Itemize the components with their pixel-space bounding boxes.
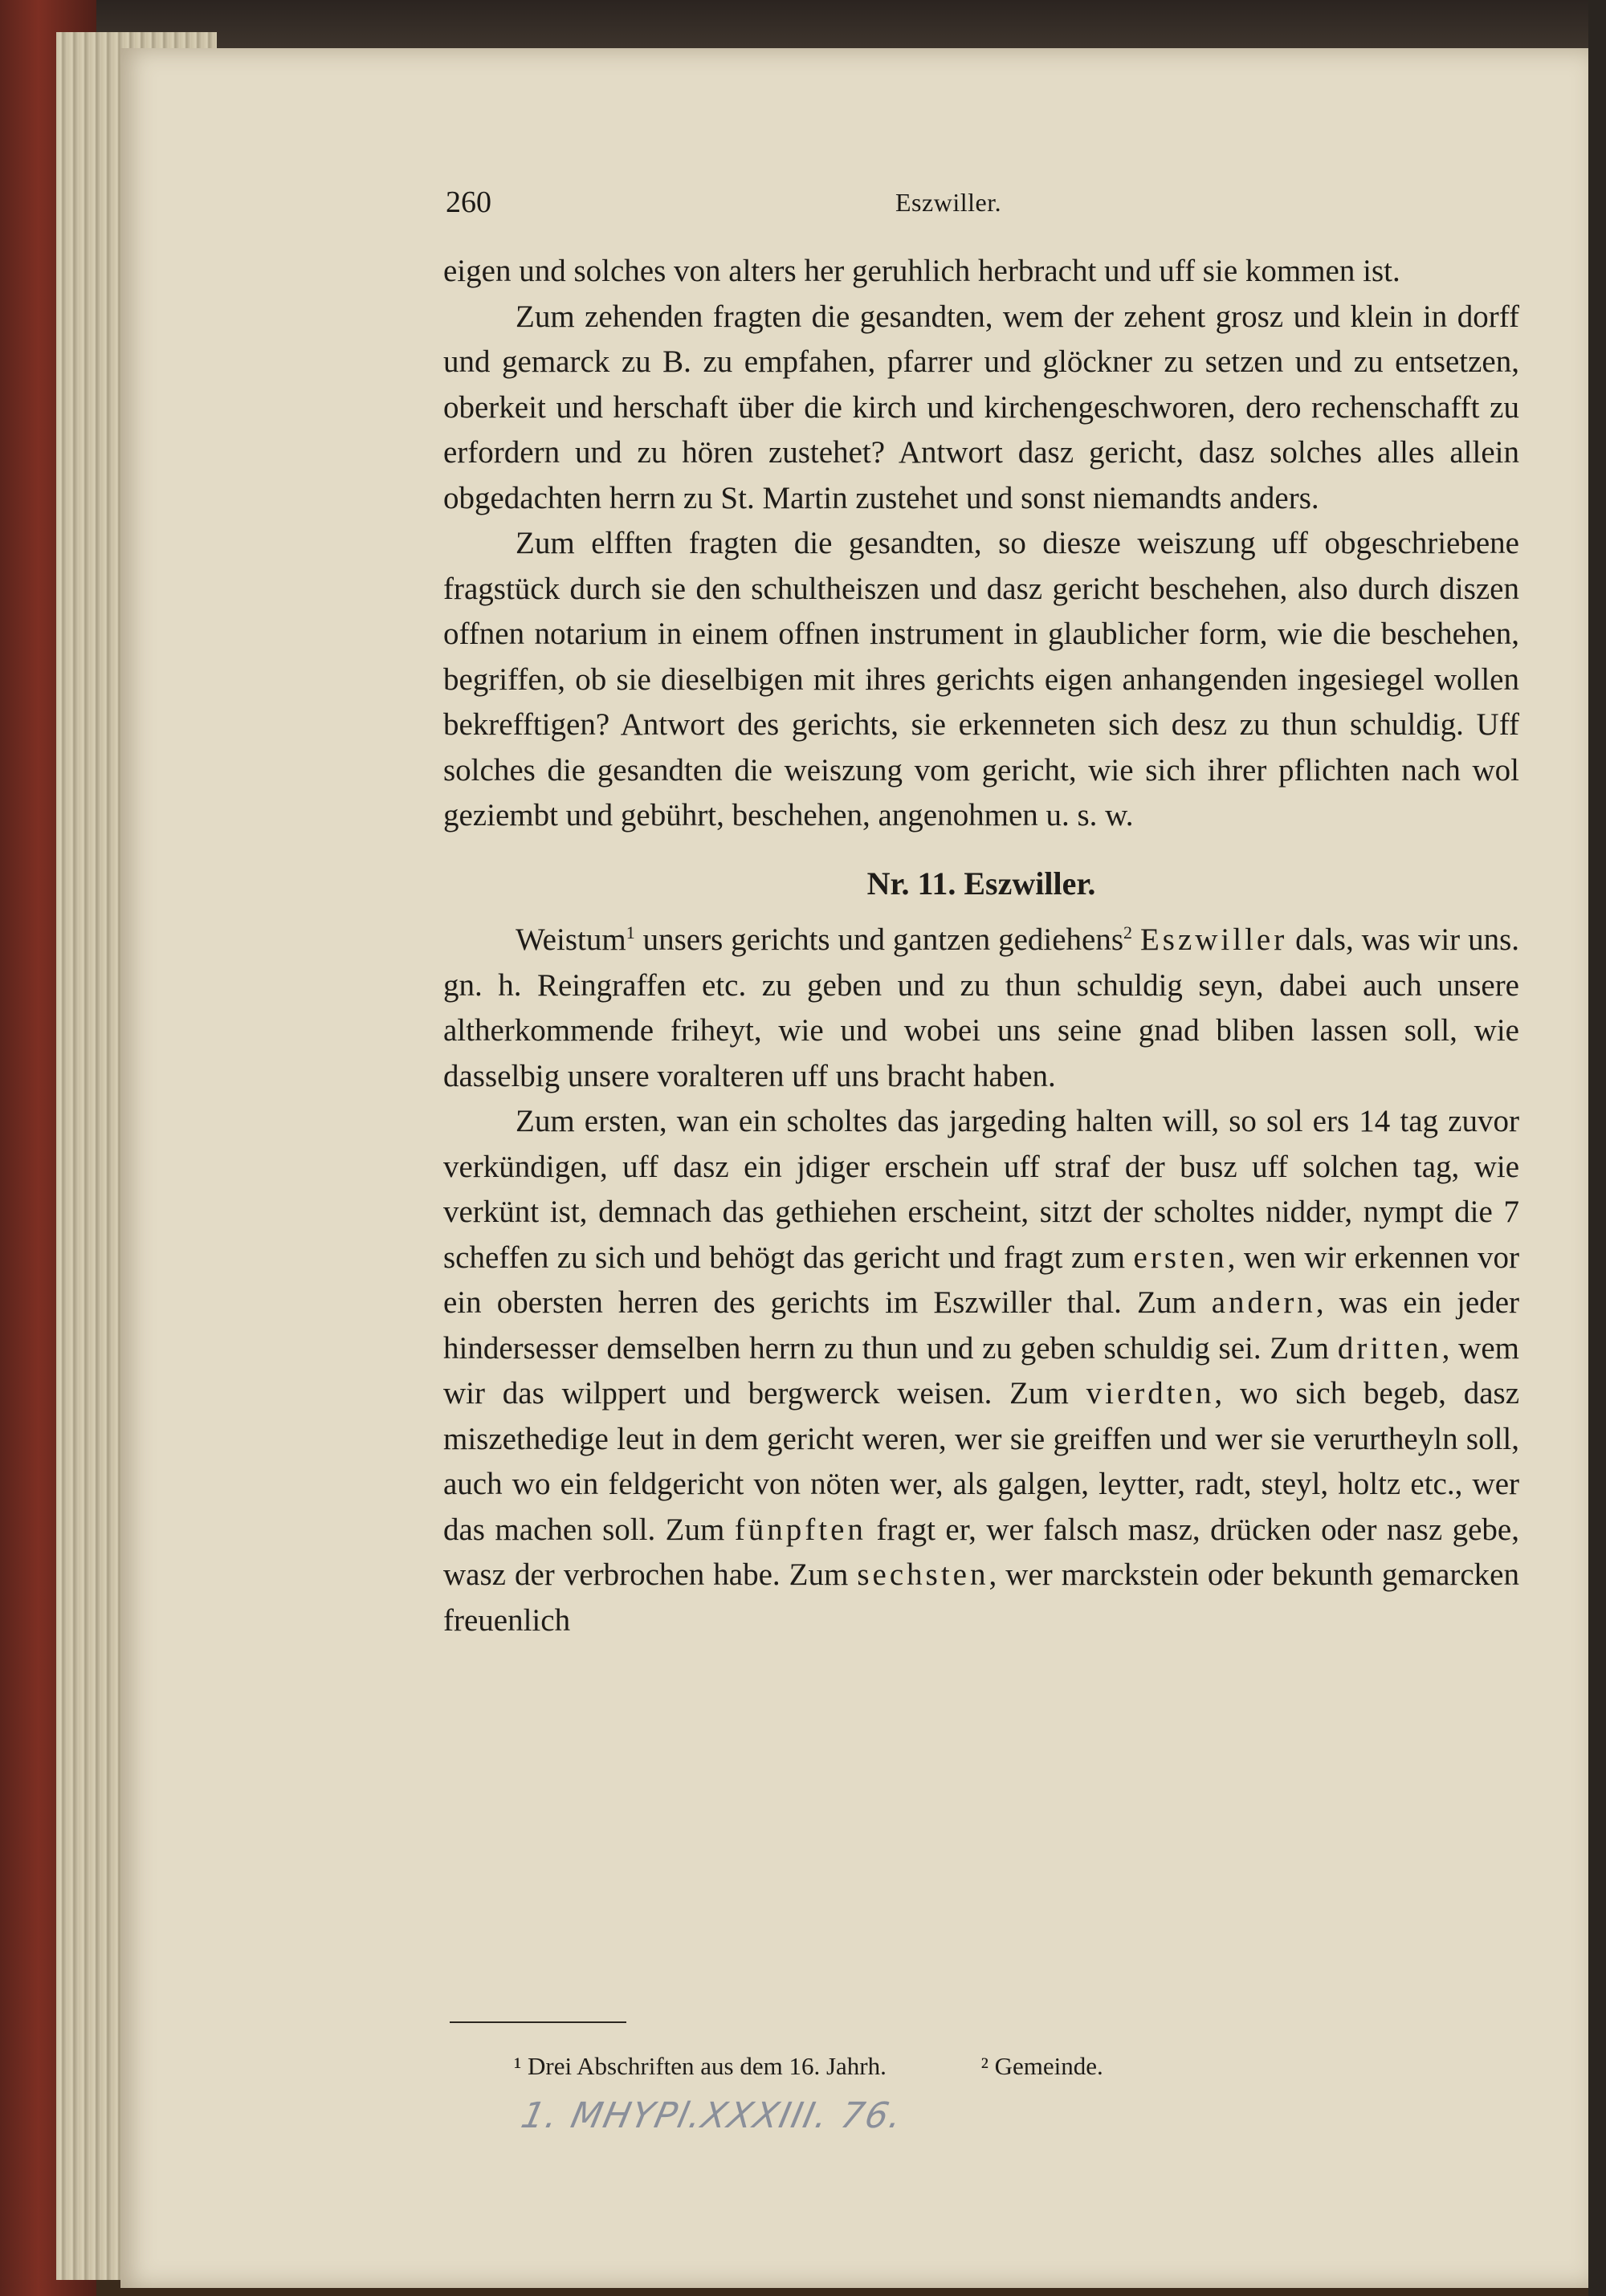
spaced-term: sechsten: [857, 1557, 989, 1592]
footnote-divider: [450, 2021, 626, 2023]
text-run: , wem wir das wilppert und bergwerck weisen. Zum: [443, 1330, 1519, 1411]
paragraph-weistum: [443, 918, 1519, 1099]
spaced-term: ersten: [1133, 1240, 1228, 1275]
text-run: [1132, 922, 1140, 957]
running-title: Eszwiller.: [895, 188, 1002, 217]
handwritten-shelfmark: 1. MHYPl.XXXIII. 76.: [517, 2095, 907, 2136]
spaced-term: fünpften: [734, 1512, 866, 1547]
page-header: [446, 185, 1526, 233]
text-run: Weistum: [516, 922, 626, 957]
body-text: [443, 249, 1519, 1643]
footnote-2: ² Gemeinde.: [980, 2052, 1103, 2080]
text-run: , was ein jeder hindersesser demselben herrn zu thun und zu geben schuldig sei. Zum: [443, 1285, 1519, 1366]
text-run: , wen wir erkennen vor ein obersten herren des gerichts im Eszwiller thal. Zum: [443, 1240, 1520, 1320]
book-cover-right-edge: [1588, 0, 1606, 2296]
footnote-marker-2: 2: [1123, 922, 1133, 942]
book-cover-top-edge: [0, 0, 1606, 48]
footnote-1: ¹ Drei Abschriften aus dem 16. Jahrh.: [514, 2052, 887, 2080]
paragraph-continuation: eigen und solches von alters her geruhlich herbracht und uff sie kommen ist.: [443, 254, 1400, 288]
footnotes: [514, 2052, 1478, 2081]
paragraph-elfften: Zum elfften fragten die gesandten, so diesze weiszung uff obgeschriebene fragstück durch sie den schultheiszen und dasz gericht beschehen, also durch diszen offnen notarium in einem offnen instrument in glaublicher form, wie die beschehen, begriffen, ob sie dieselbigen mit ihres gerichts eigen anhangenden ingesiegel wollen bekrefftigen? Antwort des gerichts, sie erkenneten sich desz zu thun schuldig. Uff solches die gesandten die weiszung vom gericht, wie sich ihrer pflichten nach wol geziembt und gebührt, beschehen, angenohmen u. s. w.: [443, 526, 1519, 833]
spaced-term: vierdten: [1086, 1376, 1215, 1411]
spaced-term: Eszwiller: [1139, 922, 1288, 957]
text-run: , wer marckstein oder bekunth gemarcken freuenlich: [443, 1557, 1519, 1638]
paragraph-zum-ersten: [443, 1099, 1519, 1643]
text-run: unsers gerichts und gantzen gediehens: [634, 922, 1124, 957]
section-heading: Nr. 11. Eszwiller.: [866, 865, 1096, 902]
spaced-term: dritten: [1337, 1330, 1442, 1366]
page-number: 260: [446, 185, 491, 219]
paragraph-zehenden: Zum zehenden fragten die gesandten, wem der zehent grosz und klein in dorff und gemarck zu B. zu empfahen, pfarrer und glöckner zu setzen und zu entsetzen, oberkeit und herschaft über die kirch und kirchengeschworen, dero rechenschafft zu erfordern und zu hören zustehet? Antwort dasz gericht, dasz solches alles allein obgedachten herrn zu St. Martin zustehet und sonst niemandts anders.: [443, 299, 1519, 515]
text-run: dals, was wir uns. gn. h. Reingraffen etc. zu geben und zu thun schuldig seyn, dabei auch unsere altherkommende friheyt, wie und wobei uns seine gnad bliben lassen soll, wie dasselbig unsere voralteren uff uns bracht haben.: [443, 922, 1519, 1093]
text-run: , wo sich begeb, dasz miszethedige leut in dem gericht weren, wer sie greiffen und wer sie verurtheyln soll, auch wo ein feldgericht von nöten wer, als galgen, leytter, radt, steyl, holtz etc., wer das machen soll. Zum: [443, 1376, 1520, 1547]
spaced-term: andern: [1211, 1285, 1316, 1320]
text-run: Zum ersten, wan ein scholtes das jargeding halten will, so sol ers 14 tag zuvor verkündigen, uff dasz ein jdiger erschein uff straf der busz uff solchen tag, wie verkünt ist, demnach das gethiehen erscheint, sitzt der scholtes nidder, nympt die 7 scheffen zu sich und behögt das gericht und fragt zum: [443, 1104, 1519, 1275]
text-run: fragt er, wer falsch masz, drücken oder nasz gebe, wasz der verbrochen habe. Zum: [443, 1512, 1519, 1592]
footnote-marker-1: 1: [626, 922, 635, 942]
